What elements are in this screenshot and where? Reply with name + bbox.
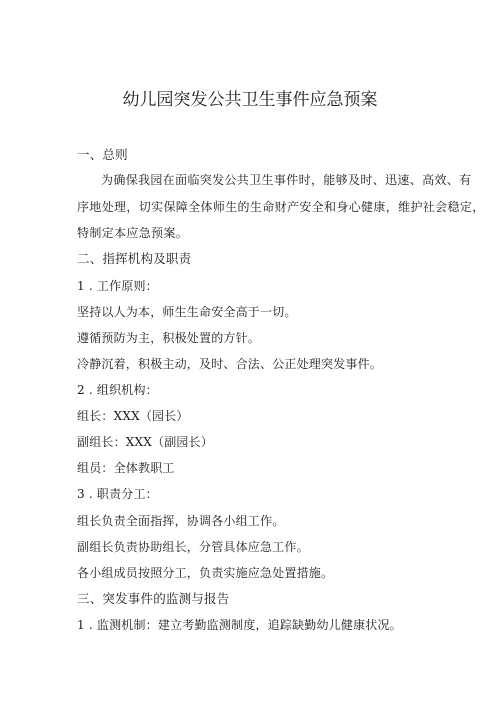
paragraph-line: 为确保我园在面临突发公共卫生事件时，能够及时、迅速、高效、有 xyxy=(101,173,472,187)
section-heading-monitoring: 三、突发事件的监测与报告 xyxy=(77,591,230,606)
structure-item: 副组长：XXX（副园长） xyxy=(77,435,214,449)
paragraph-line: 序地处理，切实保障全体师生的生命财产安全和身心健康，维护社会稳定， xyxy=(77,200,485,214)
principle-item: 遵循预防为主，积极处置的方针。 xyxy=(77,331,261,345)
section-heading-organization: 二、指挥机构及职责 xyxy=(77,251,192,266)
principle-item: 坚持以人为本，师生生命安全高于一切。 xyxy=(77,305,297,319)
duty-item: 副组长负责协助组长，分管具体应急工作。 xyxy=(77,540,309,554)
section-heading-general: 一、总则 xyxy=(77,147,128,162)
structure-item: 组员：全体教职工 xyxy=(77,461,175,475)
monitoring-item: 1 . 监测机制：建立考勤监测制度，追踪缺勤幼儿健康状况。 xyxy=(77,618,402,632)
paragraph-line: 特制定本应急预案。 xyxy=(77,226,189,240)
structure-label: 2 . 组织机构： xyxy=(77,383,158,397)
duties-label: 3 . 职责分工： xyxy=(77,487,158,501)
principles-label: 1 . 工作原则： xyxy=(77,279,158,293)
duty-item: 各小组成员按照分工，负责实施应急处置措施。 xyxy=(77,566,334,580)
duty-item: 组长负责全面指挥，协调各小组工作。 xyxy=(77,514,285,528)
document-title: 幼儿园突发公共卫生事件应急预案 xyxy=(122,90,378,110)
principle-item: 冷静沉着，积极主动，及时、合法、公正处理突发事件。 xyxy=(77,357,383,371)
structure-item: 组长：XXX（园长） xyxy=(77,409,189,423)
